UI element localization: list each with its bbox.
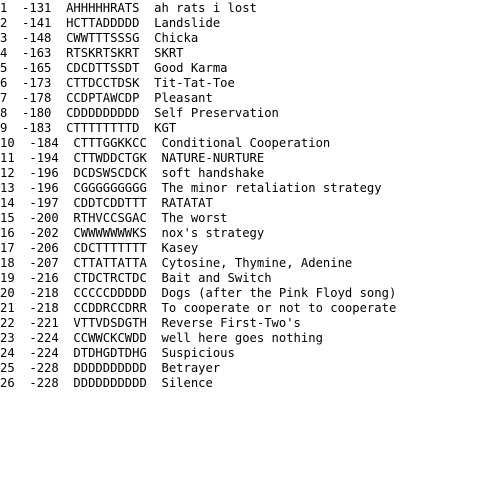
column-gap [15,331,30,345]
column-gap [15,256,30,270]
score-cell: -194 [29,151,59,165]
score-cell: -216 [29,271,59,285]
rank-cell: 26 [0,376,15,390]
column-gap [15,271,30,285]
name-cell: Reverse First-Two's [161,316,301,330]
result-row [0,226,396,241]
result-row [0,181,396,196]
column-gap [139,91,154,105]
name-cell: Dogs (after the Pink Floyd song) [161,286,397,300]
column-gap [7,46,22,60]
rank-cell: 15 [0,211,15,225]
column-gap [7,106,22,120]
name-cell: NATURE-NURTURE [161,151,265,165]
results-listing [0,1,396,391]
rank-cell: 20 [0,286,15,300]
score-cell: -180 [22,106,52,120]
name-cell: Silence [161,376,213,390]
column-gap [7,16,22,30]
column-gap [15,151,30,165]
column-gap [51,1,66,15]
result-row [0,331,396,346]
column-gap [7,31,22,45]
rank-cell: 10 [0,136,15,150]
score-cell: -200 [29,211,59,225]
score-cell: -178 [22,91,52,105]
score-cell: -218 [29,301,59,315]
column-gap [59,361,74,375]
column-gap [147,211,162,225]
column-gap [15,241,30,255]
rank-cell: 4 [0,46,8,60]
result-row [0,301,396,316]
column-gap [139,121,154,135]
rank-cell: 3 [0,31,8,45]
name-cell: Betrayer [161,361,221,375]
column-gap [7,76,22,90]
column-gap [139,61,154,75]
result-row [0,46,396,61]
column-gap [15,181,30,195]
rank-cell: 9 [0,121,8,135]
name-cell: Conditional Cooperation [161,136,331,150]
rank-cell: 17 [0,241,15,255]
name-cell: The minor retaliation strategy [161,181,382,195]
column-gap [147,226,162,240]
rank-cell: 23 [0,331,15,345]
column-gap [15,346,30,360]
code-cell: VTTVDSDGTH [73,316,147,330]
column-gap [7,1,22,15]
result-row [0,241,396,256]
column-gap [59,166,74,180]
rank-cell: 24 [0,346,15,360]
code-cell: CCDPTAWCDP [66,91,140,105]
score-cell: -196 [29,181,59,195]
name-cell: Suspicious [161,346,235,360]
result-row [0,166,396,181]
column-gap [59,226,74,240]
code-cell: CTTTGGKKCC [73,136,147,150]
rank-cell: 11 [0,151,15,165]
column-gap [147,271,162,285]
column-gap [59,136,74,150]
column-gap [59,316,74,330]
column-gap [59,331,74,345]
code-cell: CTTDCCTDSK [66,76,140,90]
column-gap [139,76,154,90]
column-gap [51,91,66,105]
column-gap [59,241,74,255]
result-row [0,31,396,46]
code-cell: RTSKRTSKRT [66,46,140,60]
code-cell: CTTTTTTTTD [66,121,140,135]
code-cell: CWWWWWWWKS [73,226,147,240]
column-gap [147,151,162,165]
column-gap [15,376,30,390]
name-cell: The worst [161,211,228,225]
name-cell: nox's strategy [161,226,265,240]
name-cell: To cooperate or not to cooperate [161,301,397,315]
score-cell: -228 [29,376,59,390]
score-cell: -196 [29,166,59,180]
score-cell: -207 [29,256,59,270]
name-cell: well here goes nothing [161,331,323,345]
result-row [0,1,396,16]
column-gap [147,166,162,180]
column-gap [147,361,162,375]
code-cell: HCTTADDDDD [66,16,140,30]
name-cell: Pleasant [154,91,213,105]
score-cell: -224 [29,346,59,360]
code-cell: DCDSWSCDCK [73,166,147,180]
result-row [0,76,396,91]
name-cell: Cytosine, Thymine, Adenine [161,256,353,270]
rank-cell: 7 [0,91,8,105]
name-cell: Chicka [154,31,199,45]
name-cell: SKRT [154,46,184,60]
column-gap [59,376,74,390]
result-row [0,286,396,301]
rank-cell: 6 [0,76,8,90]
score-cell: -197 [29,196,59,210]
score-cell: -224 [29,331,59,345]
result-row [0,91,396,106]
score-cell: -183 [22,121,52,135]
code-cell: CDDTCDDTTT [73,196,147,210]
column-gap [59,256,74,270]
column-gap [139,106,154,120]
score-cell: -202 [29,226,59,240]
column-gap [59,181,74,195]
result-row [0,376,396,391]
code-cell: CDDDDDDDDD [66,106,140,120]
column-gap [59,301,74,315]
result-row [0,106,396,121]
column-gap [59,346,74,360]
result-row [0,196,396,211]
name-cell: ah rats i lost [154,1,257,15]
result-row [0,121,396,136]
score-cell: -173 [22,76,52,90]
score-cell: -131 [22,1,52,15]
result-row [0,346,396,361]
column-gap [59,211,74,225]
code-cell: RTHVCCSGAC [73,211,147,225]
column-gap [51,76,66,90]
column-gap [139,16,154,30]
score-cell: -148 [22,31,52,45]
column-gap [59,271,74,285]
column-gap [147,301,162,315]
result-row [0,361,396,376]
rank-cell: 1 [0,1,8,15]
rank-cell: 25 [0,361,15,375]
name-cell: Landslide [154,16,221,30]
result-row [0,151,396,166]
column-gap [147,181,162,195]
column-gap [51,106,66,120]
result-row [0,271,396,286]
column-gap [15,361,30,375]
score-cell: -165 [22,61,52,75]
rank-cell: 12 [0,166,15,180]
rank-cell: 21 [0,301,15,315]
column-gap [51,16,66,30]
column-gap [147,346,162,360]
rank-cell: 13 [0,181,15,195]
column-gap [15,166,30,180]
rank-cell: 2 [0,16,8,30]
column-gap [15,211,30,225]
column-gap [59,196,74,210]
column-gap [59,286,74,300]
column-gap [147,286,162,300]
score-cell: -141 [22,16,52,30]
column-gap [51,121,66,135]
result-row [0,316,396,331]
column-gap [147,256,162,270]
column-gap [15,301,30,315]
code-cell: AHHHHHRATS [66,1,140,15]
result-row [0,211,396,226]
column-gap [147,316,162,330]
column-gap [139,46,154,60]
column-gap [51,61,66,75]
name-cell: Bait and Switch [161,271,272,285]
code-cell: CTTATTATTA [73,256,147,270]
name-cell: Tit-Tat-Toe [154,76,235,90]
name-cell: Self Preservation [154,106,279,120]
column-gap [15,196,30,210]
rank-cell: 16 [0,226,15,240]
code-cell: DTDHGDTDHG [73,346,147,360]
name-cell: Good Karma [154,61,228,75]
column-gap [147,196,162,210]
column-gap [15,226,30,240]
column-gap [7,61,22,75]
column-gap [139,31,154,45]
column-gap [147,376,162,390]
score-cell: -228 [29,361,59,375]
rank-cell: 18 [0,256,15,270]
name-cell: Kasey [161,241,199,255]
column-gap [147,241,162,255]
column-gap [139,1,154,15]
rank-cell: 22 [0,316,15,330]
rank-cell: 8 [0,106,8,120]
score-cell: -206 [29,241,59,255]
code-cell: CCDDRCCDRR [73,301,147,315]
code-cell: CCWWCKCWDD [73,331,147,345]
result-row [0,16,396,31]
column-gap [7,121,22,135]
code-cell: CTTWDDCTGK [73,151,147,165]
code-cell: CDCDTTSSDT [66,61,140,75]
code-cell: CWWTTTSSSG [66,31,140,45]
code-cell: DDDDDDDDDD [73,376,147,390]
code-cell: DDDDDDDDDD [73,361,147,375]
rank-cell: 14 [0,196,15,210]
result-row [0,136,396,151]
code-cell: CGGGGGGGGG [73,181,147,195]
name-cell: KGT [154,121,177,135]
column-gap [15,286,30,300]
column-gap [7,91,22,105]
score-cell: -184 [29,136,59,150]
rank-cell: 19 [0,271,15,285]
column-gap [51,46,66,60]
rank-cell: 5 [0,61,8,75]
column-gap [51,31,66,45]
code-cell: CTDCTRCTDC [73,271,147,285]
column-gap [15,316,30,330]
score-cell: -218 [29,286,59,300]
column-gap [59,151,74,165]
code-cell: CCCCCDDDDD [73,286,147,300]
column-gap [147,136,162,150]
column-gap [15,136,30,150]
code-cell: CDCTTTTTTT [73,241,147,255]
name-cell: RATATAT [161,196,213,210]
result-row [0,256,396,271]
result-row [0,61,396,76]
score-cell: -163 [22,46,52,60]
score-cell: -221 [29,316,59,330]
name-cell: soft handshake [161,166,265,180]
column-gap [147,331,162,345]
